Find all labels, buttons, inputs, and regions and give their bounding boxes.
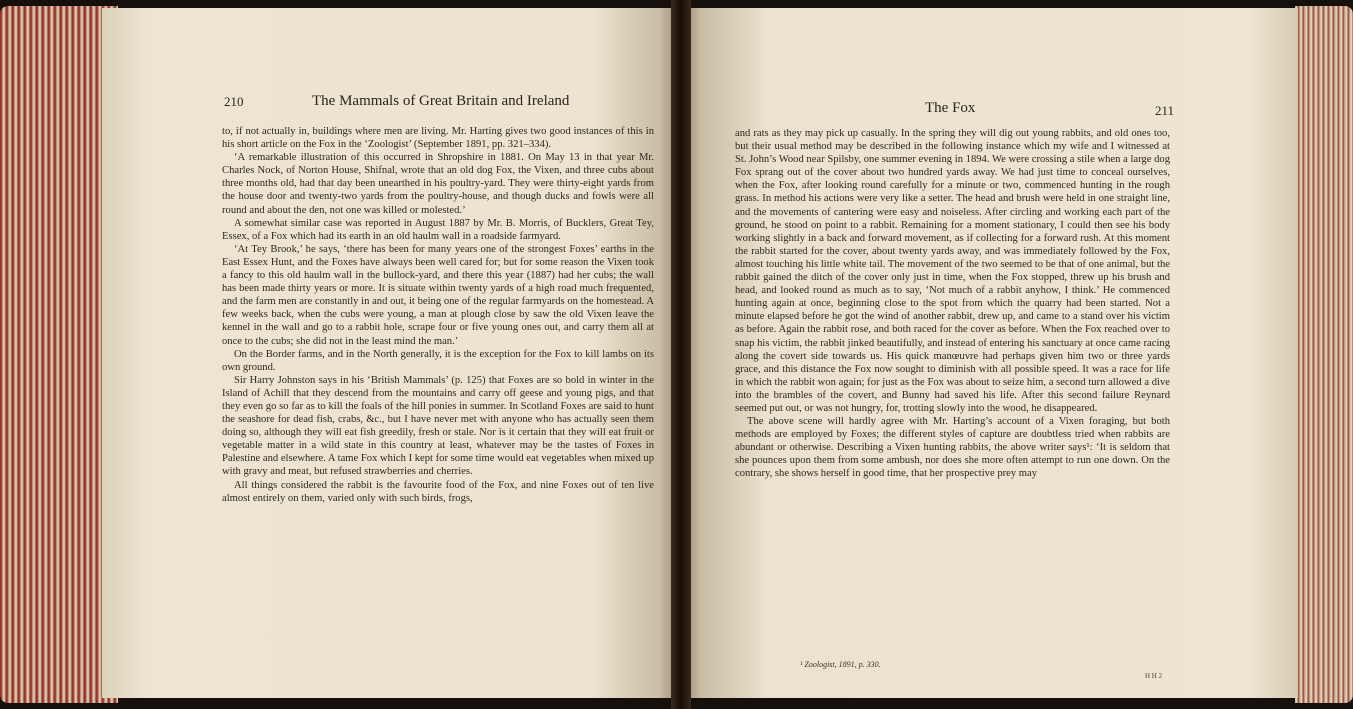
paragraph: and rats as they may pick up casually. In the spring they will dig out young rabbits, and old ones too, but their usual method may be described in the following instance which my wife and I witnessed at St. John’s Wood near Spilsby, one summer evening in 1894. We were crossing a stile when a large dog Fox sprang out of the cover about two hundred yards away. We had just time to conceal ourselves, when the Fox, after looking round carefully for a minute or two, commenced hunting in the rough grass. In method his actions were very like a setter. The head and brush were held in one straight line, and the movements of cantering were easy and noiseless. After circling and working each part of the ground, he stood on point to a rabbit. Remaining for a moment stationary, I could then see his body working slightly in a back and forward movement, as if collecting for a forward rush. At this moment the rabbit started for the cover, about twenty yards away, and was immediately followed by the Fox, almost touching his little white tail. The movement of the two seemed to be that of one animal, but the rabbit gained the ditch of the cover only just in time, when the Fox stopped, threw up his brush and head, and looked round as much as to say, ‘Not much of a rabbit anyhow, I think.’ He commenced hunting again at once, beginning close to the spot from which the quarry had been started. Not a minute elapsed before he got the wind of another rabbit, drew up, and came to a stand over his victim as before. Again the rabbit rose, and both raced for the cover as before. When the Fox reached over to snap his victim, the rabbit jinked beautifully, and instead of entering his sanctuary at once came racing along the covert side towards us. His quick manœuvre had perhaps given him two or three yards grace, and this distance the Fox now sought to diminish with all possible speed. It was a race for life in which the rabbit won again; for just as the Fox was about to seize him, a second turn allowed a dive into the brambles of the covert, and Bunny had saved his life. After this second failure Reynard seemed put out, or was not hungry, for, trotting slowly into the wood, he disappeared. bbox=[735, 128, 1170, 414]
signature-mark: H H 2 bbox=[1145, 672, 1163, 680]
paragraph: On the Border farms, and in the North generally, it is the exception for the Fox to kill lambs on its own ground. bbox=[222, 348, 654, 373]
footnote: ¹ Zoologist, 1891, p. 330. bbox=[800, 660, 881, 669]
paragraph: ‘At Tey Brook,’ he says, ‘there has been for many years one of the strongest Foxes’ earths in the East Essex Hunt, and the Foxes have always been well cared for; but for some reason the Vixen took a fancy to this old haulm wall in the bullock-yard, and there this year (1887) had her cubs; the wall has been made thirty years or more. It is situate within twenty yards of a high road much frequented, and the farm men are constantly in and out, it being one of the regular farmyards on the homestead. A few weeks back, when the cubs were young, a man at plough close by saw the old Vixen leave the kennel in the wall and go to a rabbit hole, scrape four or five young ones out, and carry them all at once to the cubs; she did not in the least mind the man.’ bbox=[222, 243, 654, 347]
paragraph: to, if not actually in, buildings where men are living. Mr. Harting gives two good instances of this in his short article on the Fox in the ‘Zoologist’ (September 1891, pp. 321–334). bbox=[222, 126, 654, 151]
book-gutter bbox=[671, 0, 691, 709]
paragraph: Sir Harry Johnston says in his ‘British Mammals’ (p. 125) that Foxes are so bold in winter in the Island of Achill that they descend from the mountains and carry off geese and young pigs, and that they even go so far as to kill the foals of the hill ponies in summer. In Scotland Foxes are said to hunt the seashore for dead fish, crabs, &c., but I have never met with anyone who has actually seen them doing so, although they will eat fish greedily, fresh or stale. Nor is it certain that they will eat fruit or vegetable matter in a wild state in this country at least, whatever may be the tastes of Foxes in Palestine and elsewhere. A tame Fox which I kept for some time would eat vegetables when mixed up with gravy and meat, but refused strawberries and cherries. bbox=[222, 374, 654, 478]
left-page-number: 210 bbox=[224, 94, 244, 109]
paragraph: ‘A remarkable illustration of this occurred in Shropshire in 1881. On May 13 in that year Mr. Charles Nock, of Norton House, Shifnal, wrote that an old dog Fox, the Vixen, and three cubs about three months old, had that day been unearthed in his poultry-yard. They were thirty-eight yards from the house door and twenty-two yards from the poultry-house, and though ducks and fowls were all round and about the den, not one was killed or molested.’ bbox=[222, 152, 654, 216]
right-page-body bbox=[735, 127, 1170, 481]
left-running-head: The Mammals of Great Britain and Ireland bbox=[312, 93, 570, 109]
paragraph: A somewhat similar case was reported in August 1887 by Mr. B. Morris, of Bucklers, Great Tey, Essex, of a Fox which had its earth in an old haulm wall in a roadside farmyard. bbox=[222, 217, 654, 242]
right-running-head: The Fox bbox=[925, 100, 976, 116]
left-page-body bbox=[222, 125, 654, 505]
right-page-number: 211 bbox=[1155, 103, 1175, 118]
page-edges-right bbox=[1295, 6, 1353, 703]
page-edges-left bbox=[0, 6, 118, 703]
paragraph: All things considered the rabbit is the favourite food of the Fox, and nine Foxes out of ten live almost entirely on them, varied only with such birds, frogs, bbox=[222, 479, 654, 504]
paragraph: The above scene will hardly agree with Mr. Harting’s account of a Vixen foraging, but both methods are employed by Foxes; the different styles of capture are doubtless tried when rabbits are abundant or otherwise. Describing a Vixen hunting rabbits, the above writer says¹: ‘It is seldom that she pounces upon them from some ambush, nor does she more often attempt to run one down. On the contrary, she shows herself in good time, that her prospective prey may bbox=[735, 416, 1170, 480]
